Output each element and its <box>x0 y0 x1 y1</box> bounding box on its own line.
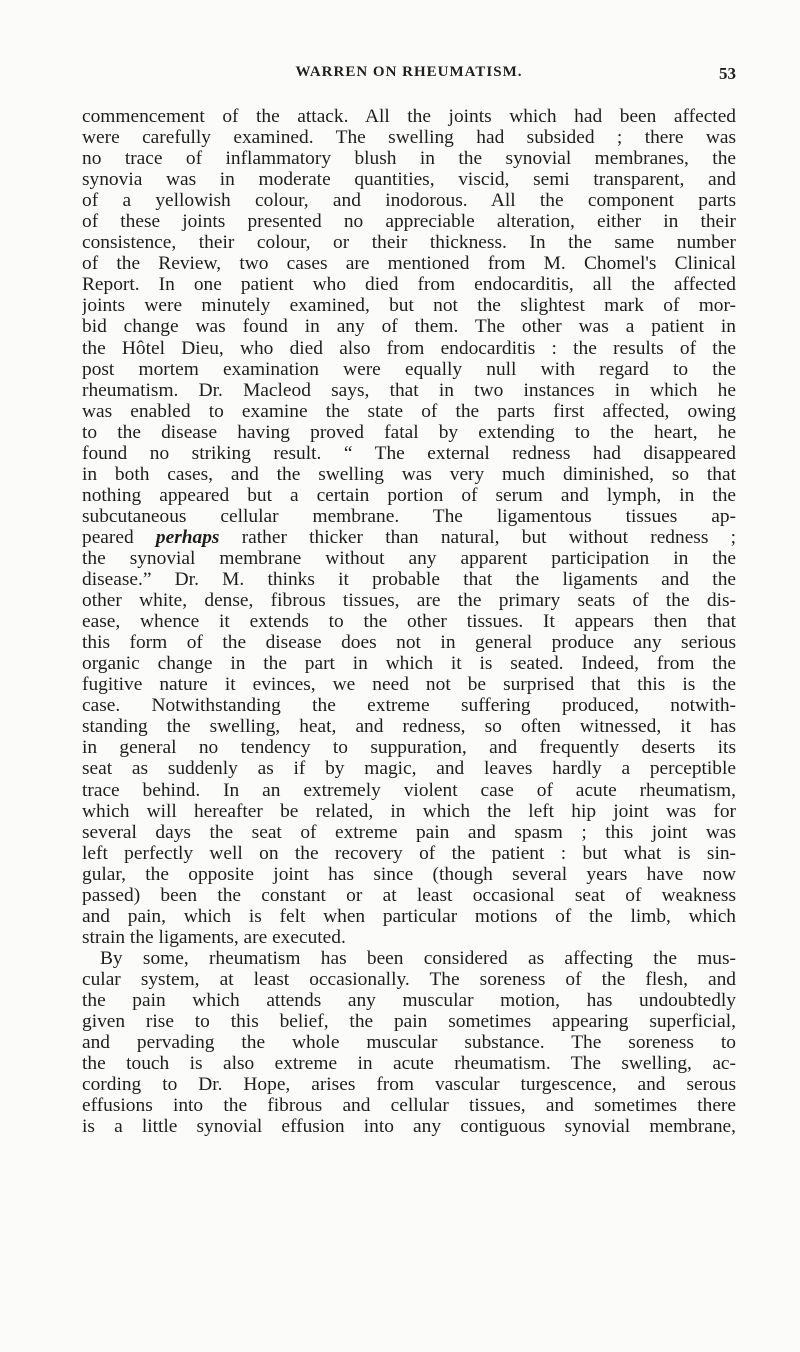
text-line: this form of the disease does not in general produce any serious <box>82 632 736 654</box>
text-line: cular system, at least occasionally. The soreness of the flesh, and <box>82 968 736 990</box>
text-line: and pervading the whole muscular substance. The soreness to <box>82 1032 736 1054</box>
text-line: to the disease having proved fatal by extending to the heart, he <box>82 421 736 443</box>
text-line: the synovial membrane without any apparent participation in the <box>82 547 736 569</box>
text-line: seat as suddenly as if by magic, and leaves hardly a perceptible <box>82 758 736 780</box>
text-line: fugitive nature it evinces, we need not be surprised that this is the <box>82 674 736 696</box>
text-line: case. Notwithstanding the extreme suffering produced, notwith- <box>82 695 736 717</box>
running-title: WARREN ON RHEUMATISM. <box>295 64 523 80</box>
text-line: several days the seat of extreme pain and spasm ; this joint was <box>82 821 736 843</box>
text-line: the Hôtel Dieu, who died also from endocarditis : the results of the <box>82 337 736 359</box>
text-line <box>82 527 736 548</box>
text-line: ease, whence it extends to the other tissues. It appears then that <box>82 611 736 633</box>
text-line: were carefully examined. The swelling had subsided ; there was <box>82 127 736 149</box>
text-line: found no striking result. “ The external redness had disappeared <box>82 442 736 464</box>
text-line: disease.” Dr. M. thinks it probable that the ligaments and the <box>82 569 736 591</box>
text-line: subcutaneous cellular membrane. The ligamentous tissues ap- <box>82 505 736 527</box>
text-line: organic change in the part in which it is seated. Indeed, from the <box>82 653 736 675</box>
text-line: of a yellowish colour, and inodorous. All the component parts <box>82 190 736 212</box>
text-line: nothing appeared but a certain portion of serum and lymph, in the <box>82 484 736 506</box>
running-head <box>82 64 736 86</box>
text-line: of these joints presented no appreciable alteration, either in their <box>82 211 736 233</box>
text-line: synovia was in moderate quantities, viscid, semi transparent, and <box>82 169 736 191</box>
text-line: consistence, their colour, or their thickness. In the same number <box>82 232 736 254</box>
body-text <box>82 106 736 1137</box>
text-line: effusions into the fibrous and cellular tissues, and sometimes there <box>82 1095 736 1117</box>
text-line: Report. In one patient who died from endocarditis, all the affected <box>82 274 736 296</box>
text-line: the touch is also extreme in acute rheumatism. The swelling, ac- <box>82 1053 736 1075</box>
text-line: post mortem examination were equally null with regard to the <box>82 358 736 380</box>
text-line: no trace of inflammatory blush in the synovial membranes, the <box>82 148 736 170</box>
text-line: is a little synovial effusion into any contiguous synovial membrane, <box>82 1116 736 1138</box>
text-line: By some, rheumatism has been considered as affecting the mus- <box>100 947 736 969</box>
text-line: the pain which attends any muscular motion, has undoubtedly <box>82 989 736 1011</box>
text-line: in general no tendency to suppuration, and frequently deserts its <box>82 737 736 759</box>
text-line: and pain, which is felt when particular motions of the limb, which <box>82 905 736 927</box>
text-line: bid change was found in any of them. The other was a patient in <box>82 316 736 338</box>
text-line: was enabled to examine the state of the parts first affected, owing <box>82 400 736 422</box>
text-line: which will hereafter be related, in which the left hip joint was for <box>82 800 736 822</box>
text-line: left perfectly well on the recovery of the patient : but what is sin- <box>82 842 736 864</box>
text-line: cording to Dr. Hope, arises from vascular turgescence, and serous <box>82 1074 736 1096</box>
text-line: standing the swelling, heat, and redness, so often witnessed, it has <box>82 716 736 738</box>
text-line: gular, the opposite joint has since (though several years have now <box>82 863 736 885</box>
emphasis-text: perhaps <box>155 526 220 548</box>
text-line: given rise to this belief, the pain sometimes appearing superficial, <box>82 1011 736 1033</box>
text-run: rather thicker than natural, but without redness ; <box>219 526 736 548</box>
text-line: trace behind. In an extremely violent case of acute rheumatism, <box>82 779 736 801</box>
text-line: of the Review, two cases are mentioned from M. Chomel's Clinical <box>82 253 736 275</box>
page-number: 53 <box>719 64 736 83</box>
text-line: joints were minutely examined, but not the slightest mark of mor- <box>82 295 736 317</box>
text-line: other white, dense, fibrous tissues, are the primary seats of the dis- <box>82 590 736 612</box>
text-line: strain the ligaments, are executed. <box>82 926 346 948</box>
text-line: passed) been the constant or at least occasional seat of weakness <box>82 884 736 906</box>
text-line: rheumatism. Dr. Macleod says, that in two instances in which he <box>82 379 736 401</box>
text-run: peared <box>82 526 156 548</box>
text-line: commencement of the attack. All the joints which had been affected <box>82 106 736 127</box>
text-line: in both cases, and the swelling was very much diminished, so that <box>82 463 736 485</box>
